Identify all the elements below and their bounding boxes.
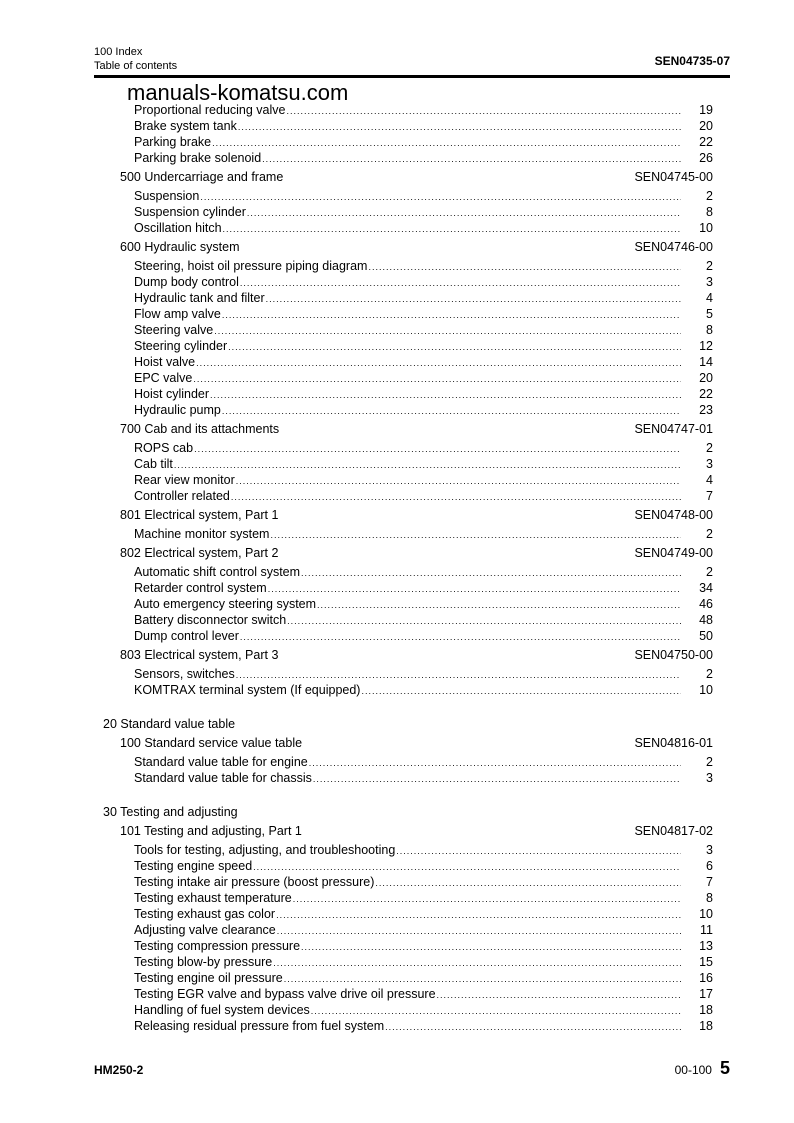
dot-leader	[311, 1003, 681, 1019]
toc-title: ROPS cab	[134, 441, 194, 455]
toc-page: 2	[706, 527, 713, 541]
toc-page: 7	[706, 875, 713, 889]
toc-title: Testing exhaust temperature	[134, 891, 292, 905]
toc-title: Flow amp valve	[134, 307, 221, 321]
toc-page: 10	[699, 907, 713, 921]
toc-item[interactable]	[103, 596, 713, 612]
toc-item[interactable]	[103, 526, 713, 542]
dot-leader	[385, 1019, 681, 1035]
dot-leader	[273, 955, 681, 971]
toc-title: Hoist cylinder	[134, 387, 210, 401]
toc-doc-code: SEN04816-01	[634, 736, 713, 750]
dot-leader	[293, 891, 681, 907]
toc-item[interactable]	[103, 612, 713, 628]
toc-title: Testing compression pressure	[134, 939, 301, 953]
toc-item[interactable]	[103, 628, 713, 644]
toc-title: Testing EGR valve and bypass valve drive oil pressure	[134, 987, 436, 1001]
toc-title: Testing engine oil pressure	[134, 971, 283, 985]
dot-leader	[317, 597, 681, 613]
toc-title: 100 Standard service value table	[120, 736, 303, 750]
toc-title: Tools for testing, adjusting, and troubleshooting	[134, 843, 396, 857]
toc-section[interactable]	[103, 716, 713, 732]
toc-item[interactable]	[103, 754, 713, 770]
toc-group[interactable]	[103, 647, 713, 663]
toc-title: Proportional reducing valve	[134, 103, 286, 117]
toc-page: 11	[700, 923, 713, 937]
toc-doc-code: SEN04746-00	[634, 240, 713, 254]
toc-doc-code: SEN04749-00	[634, 546, 713, 560]
toc-page: 14	[699, 355, 713, 369]
toc-doc-code: SEN04748-00	[634, 508, 713, 522]
dot-leader	[212, 135, 681, 151]
toc-item[interactable]	[103, 770, 713, 786]
toc-group[interactable]	[103, 169, 713, 185]
toc-title: Handling of fuel system devices	[134, 1003, 310, 1017]
toc-item[interactable]	[103, 954, 713, 970]
dot-leader	[309, 755, 681, 771]
toc-page: 2	[706, 667, 713, 681]
toc-page: 10	[699, 683, 713, 697]
toc-page: 3	[706, 275, 713, 289]
dot-leader	[284, 971, 681, 987]
toc-group[interactable]	[103, 735, 713, 751]
footer-page	[675, 1058, 730, 1079]
toc-title: Automatic shift control system	[134, 565, 301, 579]
toc-item[interactable]	[103, 858, 713, 874]
dot-leader	[262, 151, 681, 167]
toc-title: Retarder control system	[134, 581, 267, 595]
toc-page: 8	[706, 891, 713, 905]
toc-title: Controller related	[134, 489, 230, 503]
toc-title: 101 Testing and adjusting, Part 1	[120, 824, 302, 838]
toc-page: 3	[706, 843, 713, 857]
dot-leader	[396, 843, 681, 859]
toc-item[interactable]	[103, 258, 713, 274]
dot-leader	[228, 339, 681, 355]
toc-page: 2	[706, 565, 713, 579]
dot-leader	[174, 457, 681, 473]
toc-title: Oscillation hitch	[134, 221, 222, 235]
toc-title: Cab tilt	[134, 457, 173, 471]
dot-leader	[223, 221, 681, 237]
toc-item[interactable]	[103, 1018, 713, 1034]
toc-page: 34	[699, 581, 713, 595]
toc-item[interactable]	[103, 338, 713, 354]
page-number: 5	[719, 1058, 730, 1078]
toc-page: 2	[706, 441, 713, 455]
toc-page: 26	[699, 151, 713, 165]
toc-title: Hoist valve	[134, 355, 196, 369]
toc-item[interactable]	[103, 842, 713, 858]
toc-title: Machine monitor system	[134, 527, 270, 541]
toc-title: 801 Electrical system, Part 1	[120, 508, 279, 522]
toc-item[interactable]	[103, 354, 713, 370]
toc-title: 700 Cab and its attachments	[120, 422, 280, 436]
toc-item[interactable]	[103, 922, 713, 938]
dot-leader	[214, 323, 681, 339]
toc-page: 16	[699, 971, 713, 985]
footer-section: 00-100	[674, 1063, 712, 1077]
toc-item[interactable]	[103, 456, 713, 472]
dot-leader	[277, 923, 681, 939]
toc-group[interactable]	[103, 421, 713, 437]
dot-leader	[270, 527, 681, 543]
toc-group[interactable]	[103, 239, 713, 255]
dot-leader	[287, 613, 681, 629]
toc-page: 10	[699, 221, 713, 235]
dot-leader	[301, 939, 681, 955]
toc-item[interactable]	[103, 402, 713, 418]
toc-title: Dump control lever	[134, 629, 239, 643]
toc-page: 2	[706, 259, 713, 273]
toc-title: 600 Hydraulic system	[120, 240, 240, 254]
dot-leader	[193, 371, 681, 387]
toc-item[interactable]	[103, 472, 713, 488]
dot-leader	[194, 441, 681, 457]
dot-leader	[301, 565, 681, 581]
toc-title: Testing exhaust gas color	[134, 907, 276, 921]
toc-page: 5	[706, 307, 713, 321]
toc-title: 802 Electrical system, Part 2	[120, 546, 279, 560]
footer-model: HM250-2	[94, 1063, 144, 1077]
toc-doc-code: SEN04817-02	[634, 824, 713, 838]
header-subtitle: Table of contents	[94, 60, 178, 72]
header-left	[94, 45, 177, 73]
toc-group[interactable]	[103, 507, 713, 523]
toc-title: Parking brake	[134, 135, 212, 149]
toc-item[interactable]	[103, 906, 713, 922]
toc-page: 18	[699, 1003, 713, 1017]
toc-page: 4	[706, 291, 713, 305]
toc-page: 2	[706, 755, 713, 769]
toc-title: Rear view monitor	[134, 473, 235, 487]
toc-item[interactable]	[103, 938, 713, 954]
toc-title: 803 Electrical system, Part 3	[120, 648, 279, 662]
toc-page: 22	[699, 387, 713, 401]
dot-leader	[437, 987, 681, 1003]
toc-doc-code: SEN04745-00	[634, 170, 713, 184]
toc-group[interactable]	[103, 545, 713, 561]
toc-group[interactable]	[103, 823, 713, 839]
toc-item[interactable]	[103, 204, 713, 220]
dot-leader	[276, 907, 681, 923]
toc-title: Auto emergency steering system	[134, 597, 317, 611]
toc-title: Standard value table for chassis	[134, 771, 312, 785]
dot-leader	[196, 355, 681, 371]
dot-leader	[368, 259, 681, 275]
header-section: 100 Index	[94, 46, 143, 58]
dot-leader	[222, 307, 681, 323]
dot-leader	[361, 683, 681, 699]
toc-page: 7	[706, 489, 713, 503]
dot-leader	[210, 387, 681, 403]
dot-leader	[313, 771, 681, 787]
toc-page: 12	[699, 339, 713, 353]
toc-title: Sensors, switches	[134, 667, 235, 681]
toc-title: 500 Undercarriage and frame	[120, 170, 284, 184]
doc-code: SEN04735-07	[654, 54, 730, 68]
toc-item[interactable]	[103, 580, 713, 596]
toc-title: Adjusting valve clearance	[134, 923, 276, 937]
toc-title: Hydraulic pump	[134, 403, 221, 417]
toc-page: 15	[699, 955, 713, 969]
toc-item[interactable]	[103, 134, 713, 150]
toc-page: 17	[699, 987, 713, 1001]
toc-page: 23	[699, 403, 713, 417]
toc-page: 20	[699, 371, 713, 385]
toc-doc-code: SEN04747-01	[634, 422, 713, 436]
toc-title: Brake system tank	[134, 119, 237, 133]
toc-page: 13	[699, 939, 713, 953]
toc-page: 3	[706, 457, 713, 471]
dot-leader	[240, 275, 681, 291]
toc-title: Dump body control	[134, 275, 239, 289]
toc-page: 8	[706, 205, 713, 219]
toc-title: 30 Testing and adjusting	[103, 805, 238, 819]
dot-leader	[236, 667, 681, 683]
toc-page: 4	[706, 473, 713, 487]
dot-leader	[236, 473, 681, 489]
toc-title: EPC valve	[134, 371, 193, 385]
toc-title: Hydraulic tank and filter	[134, 291, 265, 305]
dot-leader	[200, 189, 681, 205]
toc-item[interactable]	[103, 488, 713, 504]
toc-title: Steering valve	[134, 323, 214, 337]
dot-leader	[286, 103, 681, 119]
toc-item[interactable]	[103, 564, 713, 580]
dot-leader	[231, 489, 681, 505]
toc-item[interactable]	[103, 970, 713, 986]
dot-leader	[247, 205, 681, 221]
table-of-contents	[103, 102, 713, 1034]
toc-title: Suspension	[134, 189, 200, 203]
toc-page: 3	[706, 771, 713, 785]
header-rule	[94, 75, 730, 78]
toc-title: Steering cylinder	[134, 339, 228, 353]
toc-item[interactable]	[103, 1002, 713, 1018]
toc-item[interactable]	[103, 290, 713, 306]
toc-title: Parking brake solenoid	[134, 151, 262, 165]
toc-page: 46	[699, 597, 713, 611]
toc-item[interactable]	[103, 150, 713, 166]
toc-item[interactable]	[103, 386, 713, 402]
toc-item[interactable]	[103, 370, 713, 386]
toc-title: Releasing residual pressure from fuel system	[134, 1019, 385, 1033]
toc-title: Testing engine speed	[134, 859, 253, 873]
toc-page: 22	[699, 135, 713, 149]
toc-page: 48	[699, 613, 713, 627]
dot-leader	[266, 291, 681, 307]
toc-page: 6	[706, 859, 713, 873]
toc-page: 18	[699, 1019, 713, 1033]
toc-item[interactable]	[103, 890, 713, 906]
toc-item[interactable]	[103, 322, 713, 338]
toc-item[interactable]	[103, 440, 713, 456]
dot-leader	[375, 875, 681, 891]
toc-item[interactable]	[103, 682, 713, 698]
dot-leader	[253, 859, 681, 875]
toc-item[interactable]	[103, 306, 713, 322]
toc-item[interactable]	[103, 118, 713, 134]
dot-leader	[222, 403, 681, 419]
toc-item[interactable]	[103, 666, 713, 682]
toc-title: KOMTRAX terminal system (If equipped)	[134, 683, 361, 697]
toc-title: 20 Standard value table	[103, 717, 236, 731]
toc-page: 19	[699, 103, 713, 117]
toc-title: Steering, hoist oil pressure piping diagram	[134, 259, 368, 273]
toc-doc-code: SEN04750-00	[634, 648, 713, 662]
toc-item[interactable]	[103, 188, 713, 204]
toc-item[interactable]	[103, 220, 713, 236]
toc-item[interactable]	[103, 874, 713, 890]
toc-title: Suspension cylinder	[134, 205, 246, 219]
dot-leader	[240, 629, 681, 645]
dot-leader	[268, 581, 681, 597]
toc-title: Standard value table for engine	[134, 755, 308, 769]
toc-page: 2	[706, 189, 713, 203]
toc-title: Battery disconnector switch	[134, 613, 287, 627]
dot-leader	[238, 119, 681, 135]
toc-item[interactable]	[103, 102, 713, 118]
toc-item[interactable]	[103, 986, 713, 1002]
toc-section[interactable]	[103, 804, 713, 820]
toc-page: 50	[699, 629, 713, 643]
watermark: manuals-komatsu.com	[127, 80, 349, 105]
toc-page: 20	[699, 119, 713, 133]
toc-page: 8	[706, 323, 713, 337]
toc-item[interactable]	[103, 274, 713, 290]
toc-title: Testing intake air pressure (boost pressure)	[134, 875, 375, 889]
toc-title: Testing blow-by pressure	[134, 955, 273, 969]
